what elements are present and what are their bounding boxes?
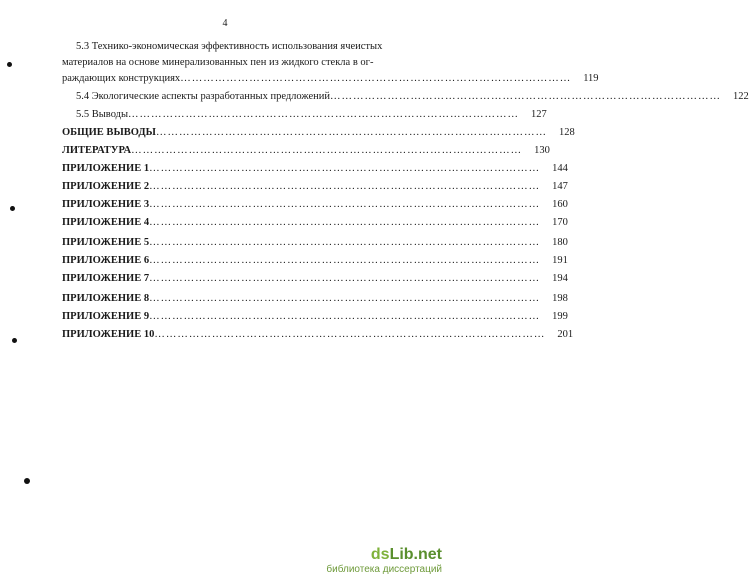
toc-page-number: 160 bbox=[552, 199, 568, 210]
toc-page-number: 144 bbox=[552, 163, 568, 174]
dslib-watermark[interactable] bbox=[326, 546, 442, 575]
leader-dots: ………………………………………………………………………………………… bbox=[149, 199, 541, 210]
leader-dots: ………………………………………………………………………………………… bbox=[149, 293, 541, 304]
toc-entry-appendix-3[interactable] bbox=[62, 198, 568, 211]
toc-page-number: 127 bbox=[531, 109, 547, 120]
toc-entry-appendix-2[interactable] bbox=[62, 180, 568, 193]
leader-dots: ………………………………………………………………………………………… bbox=[155, 127, 547, 138]
leader-dots: ………………………………………………………………………………………… bbox=[128, 109, 520, 120]
toc-page-number: 194 bbox=[552, 273, 568, 284]
toc-page-number: 199 bbox=[552, 311, 568, 322]
toc-entry-appendix-1[interactable] bbox=[62, 162, 568, 175]
toc-entry-5-3-line-1: 5.3 Технико-экономическая эффективность использования ячеистых bbox=[76, 41, 383, 52]
toc-entry-title: ПРИЛОЖЕНИЕ 6 bbox=[62, 255, 150, 266]
punch-hole-mark bbox=[12, 338, 17, 343]
toc-entry-title: ПРИЛОЖЕНИЕ 9 bbox=[62, 311, 150, 322]
leader-dots: ………………………………………………………………………………………… bbox=[149, 255, 541, 266]
leader-dots: ………………………………………………………………………………………… bbox=[131, 145, 523, 156]
toc-entry-title: ЛИТЕРАТУРА bbox=[62, 145, 132, 156]
punch-hole-mark bbox=[10, 206, 15, 211]
toc-page-number: 128 bbox=[558, 127, 575, 138]
leader-dots: ………………………………………………………………………………………… bbox=[149, 163, 541, 174]
punch-hole-mark bbox=[24, 478, 30, 484]
toc-entry-title: ПРИЛОЖЕНИЕ 2 bbox=[62, 181, 150, 192]
toc-entry-literature[interactable] bbox=[62, 144, 550, 157]
toc-entry-title: ПРИЛОЖЕНИЕ 7 bbox=[62, 273, 150, 284]
toc-entry-appendix-10[interactable] bbox=[62, 328, 574, 341]
toc-entry-title: ПРИЛОЖЕНИЕ 8 bbox=[62, 293, 150, 304]
toc-page-number: 198 bbox=[552, 293, 568, 304]
toc-entry-title: ПРИЛОЖЕНИЕ 3 bbox=[62, 199, 150, 210]
toc-page-number: 180 bbox=[552, 237, 568, 248]
leader-dots: ………………………………………………………………………………………… bbox=[149, 237, 541, 248]
toc-entry-title: ПРИЛОЖЕНИЕ 1 bbox=[62, 163, 150, 174]
toc-entry-title: ПРИЛОЖЕНИЕ 10 bbox=[62, 329, 155, 340]
leader-dots: ………………………………………………………………………………………… bbox=[180, 73, 572, 84]
toc-page-number: 122 bbox=[733, 91, 749, 102]
page-number: 4 bbox=[222, 18, 228, 29]
toc-entry-5-5[interactable] bbox=[76, 108, 547, 121]
toc-entry-title: 5.5 Выводы bbox=[76, 109, 129, 120]
leader-dots: ………………………………………………………………………………………… bbox=[149, 217, 541, 228]
toc-page-number: 119 bbox=[583, 73, 599, 84]
toc-page-number: 191 bbox=[552, 255, 568, 266]
toc-page-number: 147 bbox=[552, 181, 568, 192]
toc-entry-title: ПРИЛОЖЕНИЕ 5 bbox=[62, 237, 150, 248]
toc-entry-appendix-4[interactable] bbox=[62, 216, 568, 229]
toc-page-number: 170 bbox=[552, 217, 568, 228]
toc-entry-5-3[interactable] bbox=[62, 72, 599, 85]
leader-dots: ………………………………………………………………………………………… bbox=[149, 273, 541, 284]
toc-entry-appendix-8[interactable] bbox=[62, 292, 568, 305]
dslib-logo: dsLib.net bbox=[370, 546, 442, 563]
toc-entry-appendix-9[interactable] bbox=[62, 310, 568, 323]
toc-entry-5-3-line-3: раждающих конструкциях bbox=[62, 73, 181, 84]
leader-dots: ………………………………………………………………………………………… bbox=[149, 311, 541, 322]
toc-entry-5-3-line-2: материалов на основе минерализованных пен из жидкого стекла в ог- bbox=[62, 57, 374, 68]
toc-entry-general-conclusions[interactable] bbox=[62, 126, 575, 139]
toc-page-number: 130 bbox=[534, 145, 550, 156]
toc-entry-5-4[interactable] bbox=[76, 90, 749, 103]
leader-dots: ………………………………………………………………………………………… bbox=[330, 91, 722, 102]
toc-entry-appendix-7[interactable] bbox=[62, 272, 568, 285]
leader-dots: ………………………………………………………………………………………… bbox=[154, 329, 546, 340]
dslib-subtitle: библиотека диссертаций bbox=[326, 564, 442, 575]
toc-entry-title: ПРИЛОЖЕНИЕ 4 bbox=[62, 217, 150, 228]
toc-page-number: 201 bbox=[557, 329, 574, 340]
toc-entry-appendix-5[interactable] bbox=[62, 236, 568, 249]
punch-hole-mark bbox=[7, 62, 12, 67]
toc-entry-appendix-6[interactable] bbox=[62, 254, 568, 267]
toc-entry-title: ОБЩИЕ ВЫВОДЫ bbox=[62, 127, 156, 138]
toc-entry-title: 5.4 Экологические аспекты разработанных предложений bbox=[76, 91, 331, 102]
leader-dots: ………………………………………………………………………………………… bbox=[149, 181, 541, 192]
